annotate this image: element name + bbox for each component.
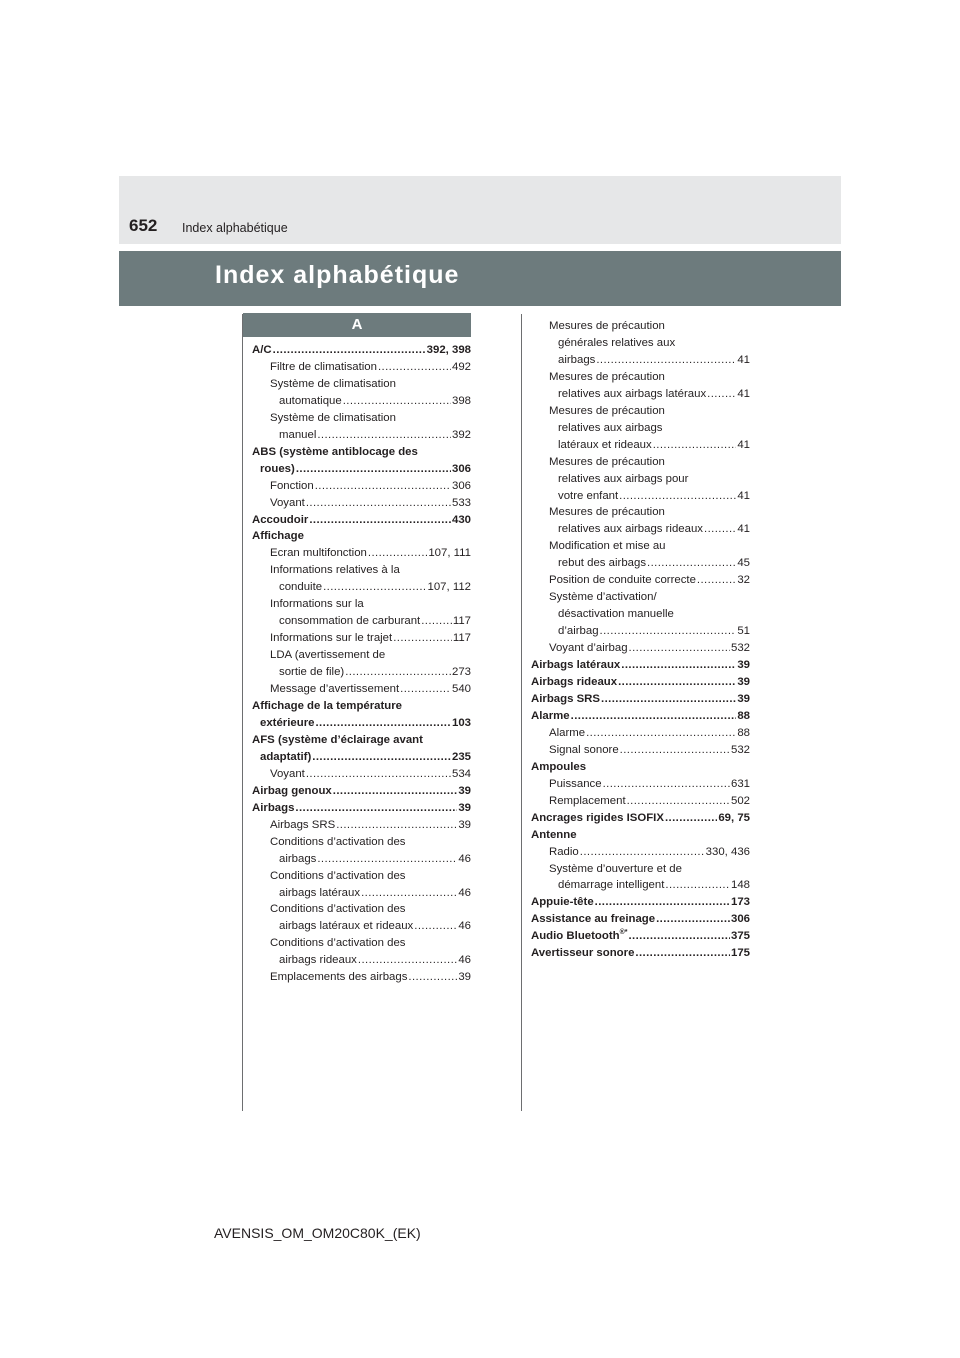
dot-leader — [627, 793, 730, 810]
dot-leader — [665, 810, 717, 827]
index-entry — [252, 393, 471, 410]
index-term: Mesures de précaution — [549, 455, 665, 468]
index-entry — [252, 749, 471, 766]
dot-leader — [628, 928, 730, 945]
index-entry — [252, 868, 471, 885]
page-reference: 117 — [452, 615, 471, 628]
index-entry — [252, 410, 471, 427]
index-term: manuel — [279, 428, 317, 441]
index-term: Système d’ouverture et de — [549, 862, 682, 875]
page-reference: 534 — [451, 767, 471, 780]
index-entry — [252, 901, 471, 918]
index-entry — [531, 369, 750, 386]
page-reference: 175 — [730, 947, 750, 960]
index-term: ABS (système antiblocage des — [252, 445, 418, 458]
dot-leader — [378, 359, 451, 376]
page-reference: 41 — [737, 353, 750, 366]
index-entry — [252, 545, 471, 562]
index-entry — [531, 844, 750, 861]
page-reference: 107, 111 — [428, 547, 471, 560]
index-entry — [531, 742, 750, 759]
index-term: Message d’avertissement — [270, 683, 400, 696]
index-entry — [252, 698, 471, 715]
page-reference: 39 — [458, 971, 471, 984]
page-reference: 88 — [737, 709, 750, 722]
page-reference: 533 — [451, 496, 471, 509]
index-term: Airbags SRS — [531, 692, 600, 705]
index-entry — [531, 894, 750, 911]
index-term: rebut des airbags — [558, 557, 647, 570]
dot-leader — [704, 521, 736, 538]
page-reference: 502 — [730, 794, 750, 807]
page-number: 652 — [129, 216, 158, 235]
dot-leader — [620, 742, 730, 759]
index-entry — [531, 759, 750, 776]
dot-leader — [586, 725, 736, 742]
index-entry — [531, 454, 750, 471]
dot-leader — [647, 555, 736, 572]
index-entry — [252, 800, 471, 817]
dot-leader — [635, 945, 730, 962]
dot-leader — [400, 681, 451, 698]
dot-leader — [393, 630, 452, 647]
index-entry — [252, 715, 471, 732]
index-term: Airbags rideaux — [531, 676, 618, 689]
index-entry — [531, 623, 750, 640]
index-term: airbags — [279, 852, 317, 865]
dot-leader — [273, 342, 426, 359]
index-term: Conditions d’activation des — [270, 903, 406, 916]
index-term: Mesures de précaution — [549, 404, 665, 417]
dot-leader — [601, 691, 736, 708]
index-entry — [252, 834, 471, 851]
index-term: relatives aux airbags rideaux — [558, 523, 703, 536]
index-entry — [531, 877, 750, 894]
dot-leader — [596, 352, 736, 369]
index-term: Modification et mise au — [549, 540, 666, 553]
index-entry — [531, 911, 750, 928]
column-divider-middle — [521, 314, 522, 1111]
index-entry — [531, 708, 750, 725]
index-term: Accoudoir — [252, 513, 309, 526]
index-entry — [531, 945, 750, 962]
page-reference: 32 — [737, 574, 750, 587]
index-term: Mesures de précaution — [549, 320, 665, 332]
index-term: Appuie-tête — [531, 896, 594, 909]
index-entry — [252, 528, 471, 545]
page-reference: 39 — [737, 659, 750, 672]
dot-leader — [361, 885, 457, 902]
index-term: Filtre de climatisation — [270, 360, 377, 373]
dot-leader — [315, 478, 451, 495]
dot-leader — [629, 640, 730, 657]
page-reference: 103 — [451, 716, 471, 729]
index-entry — [252, 562, 471, 579]
page-reference: 117 — [452, 632, 471, 645]
index-entry — [531, 861, 750, 878]
index-entry — [531, 691, 750, 708]
dot-leader — [323, 579, 426, 596]
index-term: Fonction — [270, 479, 314, 492]
index-entry — [531, 386, 750, 403]
index-term: Position de conduite correcte — [549, 574, 696, 587]
running-title: Index alphabétique — [182, 221, 288, 235]
page-reference: 306 — [730, 913, 750, 926]
dot-leader — [408, 969, 457, 986]
index-entry — [252, 596, 471, 613]
index-column-2 — [531, 318, 750, 962]
index-entry — [252, 817, 471, 834]
page-reference: 398 — [451, 394, 471, 407]
dot-leader — [697, 572, 736, 589]
dot-leader — [336, 817, 457, 834]
page-reference: 392, 398 — [426, 344, 471, 356]
index-entry — [531, 403, 750, 420]
page-reference: 39 — [458, 818, 471, 831]
index-term: Conditions d’activation des — [270, 869, 406, 882]
index-entry — [531, 640, 750, 657]
section-letter: A — [243, 313, 471, 337]
dot-leader — [317, 851, 457, 868]
index-entry — [252, 885, 471, 902]
dot-leader — [414, 918, 457, 935]
index-term: Alarme — [549, 726, 586, 739]
page-reference: 39 — [737, 676, 750, 689]
page-reference: 41 — [737, 438, 750, 451]
page-reference: 41 — [737, 489, 750, 502]
index-entry — [531, 572, 750, 589]
index-entry — [252, 359, 471, 376]
index-entry — [252, 851, 471, 868]
dot-leader — [656, 911, 730, 928]
index-term: A/C — [252, 344, 272, 356]
index-term: Signal sonore — [549, 743, 619, 756]
page-reference: 148 — [730, 879, 750, 892]
index-term: Alarme — [531, 709, 570, 722]
column-divider-left — [242, 314, 243, 1111]
page-reference: 392 — [451, 428, 471, 441]
registered-mark: ®* — [619, 929, 628, 937]
page-reference: 46 — [458, 852, 471, 865]
index-entry — [531, 335, 750, 352]
dot-leader — [707, 386, 736, 403]
index-term: démarrage intelligent — [558, 879, 665, 892]
page-reference: 39 — [737, 692, 750, 705]
dot-leader — [358, 952, 457, 969]
index-term: Airbags latéraux — [531, 659, 621, 672]
dot-leader — [595, 894, 730, 911]
index-term: Emplacements des airbags — [270, 971, 408, 984]
index-entry — [531, 606, 750, 623]
index-term: votre enfant — [558, 489, 619, 502]
dot-leader — [619, 488, 736, 505]
index-entry — [252, 444, 471, 461]
page-title: Index alphabétique — [215, 261, 460, 289]
index-entry — [531, 437, 750, 454]
index-term: sortie de file) — [279, 666, 345, 679]
index-term: Voyant — [270, 496, 305, 509]
index-entry — [531, 504, 750, 521]
index-term: Ampoules — [531, 760, 587, 773]
index-term: Airbags SRS — [270, 818, 336, 831]
index-entry — [531, 352, 750, 369]
index-entry — [252, 630, 471, 647]
dot-leader — [333, 783, 458, 800]
dot-leader — [368, 545, 427, 562]
index-term: extérieure — [260, 716, 315, 729]
index-term: consommation de carburant — [279, 615, 421, 628]
page-reference: 46 — [458, 920, 471, 933]
index-term: adaptatif) — [260, 750, 312, 763]
index-term: airbags — [558, 353, 596, 366]
page-reference: 235 — [451, 750, 471, 763]
index-entry — [531, 725, 750, 742]
dot-leader — [296, 461, 451, 478]
index-entry — [531, 810, 750, 827]
index-entry — [531, 555, 750, 572]
index-entry — [531, 589, 750, 606]
index-term: Informations sur la — [270, 598, 364, 611]
index-term: Puissance — [549, 777, 602, 790]
index-entry — [252, 783, 471, 800]
index-entry — [531, 420, 750, 437]
index-term: airbags latéraux — [279, 886, 361, 899]
index-term: Assistance au freinage — [531, 913, 656, 926]
index-term: Système d’activation/ — [549, 591, 657, 604]
index-term: automatique — [279, 394, 342, 407]
index-term: AFS (système d’éclairage avant — [252, 733, 423, 746]
index-term: générales relatives aux — [558, 336, 676, 349]
index-entry — [252, 647, 471, 664]
index-entry — [252, 613, 471, 630]
index-entry — [252, 427, 471, 444]
page-reference: 51 — [737, 625, 750, 638]
index-entry — [252, 664, 471, 681]
index-entry — [252, 952, 471, 969]
index-entry — [531, 674, 750, 691]
page-reference: 88 — [737, 726, 750, 739]
dot-leader — [295, 800, 457, 817]
index-term: Affichage de la température — [252, 700, 403, 713]
page-reference: 540 — [451, 683, 471, 696]
dot-leader — [309, 512, 451, 529]
page-reference: 532 — [730, 743, 750, 756]
dot-leader — [621, 657, 736, 674]
index-entry — [531, 928, 750, 945]
index-entry — [252, 342, 471, 359]
dot-leader — [343, 393, 451, 410]
dot-leader — [580, 844, 705, 861]
index-term: Remplacement — [549, 794, 626, 807]
dot-leader — [345, 664, 451, 681]
index-term: Conditions d’activation des — [270, 937, 406, 950]
dot-leader — [312, 749, 451, 766]
index-entry — [531, 657, 750, 674]
index-term: Ancrages rigides ISOFIX — [531, 811, 664, 824]
index-term: Audio Bluetooth®* — [531, 929, 628, 943]
page-reference: 273 — [451, 666, 471, 679]
index-term: LDA (avertissement de — [270, 649, 386, 662]
index-term: Avertisseur sonore — [531, 947, 635, 960]
index-entry — [252, 681, 471, 698]
page-reference: 69, 75 — [718, 811, 750, 824]
index-term: Informations sur le trajet — [270, 632, 393, 645]
page-reference: 41 — [737, 523, 750, 536]
dot-leader — [315, 715, 451, 732]
dot-leader — [653, 437, 737, 454]
index-term: relatives aux airbags — [558, 421, 663, 434]
index-entry — [252, 461, 471, 478]
index-entry — [531, 318, 750, 335]
dot-leader — [600, 623, 737, 640]
index-term: désactivation manuelle — [558, 608, 674, 621]
document-code: AVENSIS_OM_OM20C80K_(EK) — [214, 1225, 421, 1241]
dot-leader — [618, 674, 736, 691]
dot-leader — [317, 427, 451, 444]
index-term: Ecran multifonction — [270, 547, 367, 560]
index-entry — [252, 766, 471, 783]
dot-leader — [665, 877, 730, 894]
index-term: Mesures de précaution — [549, 506, 665, 519]
index-term: Airbags — [252, 801, 295, 814]
page-reference: 306 — [451, 462, 471, 475]
index-entry — [252, 478, 471, 495]
index-term: airbags latéraux et rideaux — [279, 920, 414, 933]
dot-leader — [421, 613, 452, 630]
index-term: Voyant d’airbag — [549, 642, 628, 655]
index-entry — [252, 376, 471, 393]
index-term: Conditions d’activation des — [270, 835, 406, 848]
page-reference: 492 — [451, 360, 471, 373]
index-entry — [531, 776, 750, 793]
index-term: conduite — [279, 581, 323, 594]
index-entry — [531, 471, 750, 488]
index-entry — [252, 969, 471, 986]
index-entry — [252, 579, 471, 596]
index-term: latéraux et rideaux — [558, 438, 652, 451]
dot-leader — [306, 495, 451, 512]
page-reference: 45 — [737, 557, 750, 570]
index-term: roues) — [260, 462, 295, 475]
page-reference: 107, 112 — [427, 581, 471, 594]
index-term: Airbag genoux — [252, 784, 332, 797]
index-term: d’airbag — [558, 625, 599, 638]
index-entry — [531, 538, 750, 555]
dot-leader — [603, 776, 730, 793]
dot-leader — [571, 708, 737, 725]
page-reference: 430 — [451, 513, 471, 526]
index-entry — [531, 488, 750, 505]
index-entry — [252, 935, 471, 952]
page-reference: 375 — [730, 930, 750, 943]
index-term: Système de climatisation — [270, 377, 396, 390]
page-reference: 173 — [730, 896, 750, 909]
index-term: Affichage — [252, 530, 304, 543]
page-reference: 46 — [458, 954, 471, 967]
index-entry — [252, 732, 471, 749]
index-term: airbags rideaux — [279, 954, 357, 967]
index-entry — [531, 793, 750, 810]
page-reference: 39 — [458, 801, 471, 814]
index-term: Système de climatisation — [270, 411, 396, 424]
page-reference: 39 — [458, 784, 471, 797]
page-reference: 41 — [737, 387, 750, 400]
index-column-1 — [252, 342, 471, 986]
page-reference: 532 — [730, 642, 750, 655]
index-entry — [252, 512, 471, 529]
index-term: Radio — [549, 845, 579, 858]
page-reference: 330, 436 — [705, 845, 750, 858]
page-reference: 631 — [730, 777, 750, 790]
dot-leader — [306, 766, 451, 783]
index-entry — [252, 918, 471, 935]
index-term: Voyant — [270, 767, 305, 780]
index-term: relatives aux airbags latéraux — [558, 387, 707, 400]
index-entry — [531, 827, 750, 844]
index-entry — [252, 495, 471, 512]
page-reference: 46 — [458, 886, 471, 899]
index-term: relatives aux airbags pour — [558, 472, 689, 485]
index-term: Mesures de précaution — [549, 370, 665, 383]
page-reference: 306 — [451, 479, 471, 492]
index-term: Antenne — [531, 828, 577, 841]
index-term: Informations relatives à la — [270, 564, 400, 577]
index-entry — [531, 521, 750, 538]
